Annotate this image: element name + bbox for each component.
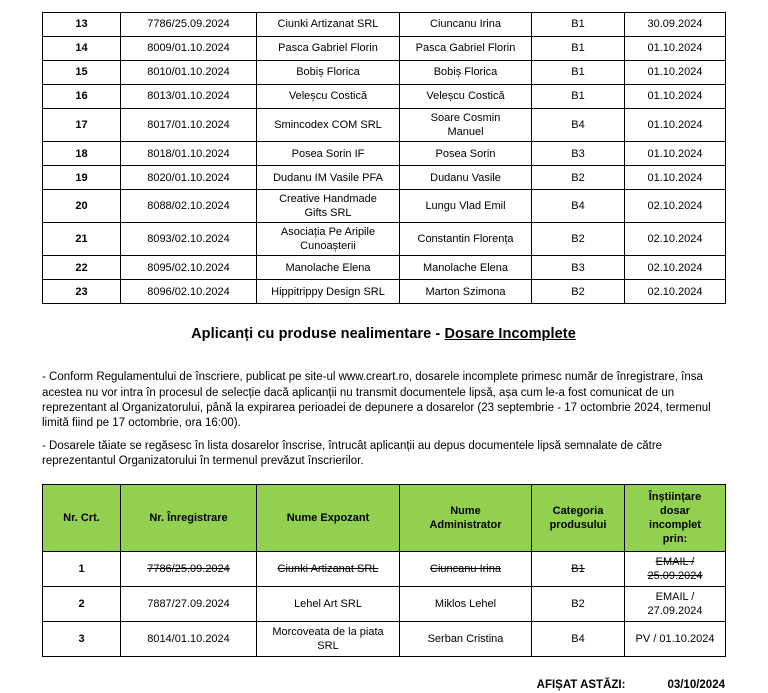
cell-expozant: Morcoveata de la piata SRL [257,622,400,657]
cell-categoria: B2 [532,166,625,190]
cell-nr: 3 [43,622,121,657]
column-header: Înștiințare dosar incomplet prin: [625,485,726,552]
cell-expozant: Dudanu IM Vasile PFA [257,166,400,190]
posted-today-date: 03/10/2024 [667,679,725,692]
posted-today-label: AFIȘAT ASTĂZI: [536,679,626,692]
cell-data: 02.10.2024 [625,223,726,256]
section-title [42,326,725,342]
cell-administrator: Ciuncanu Irina [400,13,532,37]
cell-administrator: Miklos Lehel [400,587,532,622]
cell-inregistrare: 8020/01.10.2024 [121,166,257,190]
cell-administrator: Lungu Vlad Emil [400,190,532,223]
cell-instiintare: PV / 01.10.2024 [625,622,726,657]
registered-applicants-table-body [43,13,726,304]
cell-inregistrare: 8096/02.10.2024 [121,280,257,304]
cell-nr: 21 [43,223,121,256]
cell-categoria: B4 [532,109,625,142]
paragraph-struck-files: - Dosarele tăiate se regăsesc în lista dosarelor înscrise, întrucât aplicanții au depus documentele lipsă semnalate de către reprezentantul Organizatorului în termenul prevăzut înscrierilor. [42,439,663,467]
column-header: Categoria produsului [532,485,625,552]
cell-administrator: Serban Cristina [400,622,532,657]
cell-data: 30.09.2024 [625,13,726,37]
cell-inregistrare: 8013/01.10.2024 [121,85,257,109]
cell-administrator: Manolache Elena [400,256,532,280]
cell-expozant: Veleșcu Costică [257,85,400,109]
cell-categoria: B4 [532,622,625,657]
cell-categoria: B3 [532,142,625,166]
cell-inregistrare: 8095/02.10.2024 [121,256,257,280]
cell-data: 01.10.2024 [625,85,726,109]
cell-inregistrare: 8010/01.10.2024 [121,61,257,85]
cell-expozant: Hippitrippy Design SRL [257,280,400,304]
cell-categoria: B4 [532,190,625,223]
cell-expozant: Manolache Elena [257,256,400,280]
cell-expozant: Bobiș Florica [257,61,400,85]
table-row [43,256,726,280]
cell-administrator: Soare Cosmin Manuel [400,109,532,142]
incomplete-dossiers-table [42,484,726,657]
cell-expozant: Ciunki Artizanat SRL [257,13,400,37]
cell-administrator: Dudanu Vasile [400,166,532,190]
cell-nr: 16 [43,85,121,109]
cell-expozant: Creative Handmade Gifts SRL [257,190,400,223]
cell-data: 01.10.2024 [625,61,726,85]
cell-categoria: B1 [532,85,625,109]
cell-inregistrare: 8093/02.10.2024 [121,223,257,256]
cell-expozant: Asociația Pe Aripile Cunoașterii [257,223,400,256]
table-row [43,166,726,190]
section-title-prefix: Aplicanți cu produse nealimentare - [191,326,445,343]
cell-categoria: B1 [532,13,625,37]
incomplete-dossiers-table-body [43,552,726,657]
footer [42,679,725,691]
cell-nr: 19 [43,166,121,190]
column-header: Nume Expozant [257,485,400,552]
table-row [43,85,726,109]
section-title-underlined: Dosare Incomplete [444,326,576,343]
cell-administrator: Bobiș Florica [400,61,532,85]
cell-instiintare: EMAIL / 27.09.2024 [625,587,726,622]
cell-categoria: B2 [532,280,625,304]
cell-nr: 13 [43,13,121,37]
cell-expozant: Ciunki Artizanat SRL [257,552,400,587]
cell-data: 01.10.2024 [625,142,726,166]
cell-administrator: Pasca Gabriel Florin [400,37,532,61]
table-row [43,622,726,657]
cell-inregistrare: 7887/27.09.2024 [121,587,257,622]
incomplete-dossiers-header-row [43,485,726,552]
table-row [43,190,726,223]
cell-nr: 14 [43,37,121,61]
cell-data: 02.10.2024 [625,256,726,280]
cell-data: 01.10.2024 [625,109,726,142]
table-row [43,37,726,61]
cell-expozant: Smincodex COM SRL [257,109,400,142]
cell-nr: 2 [43,587,121,622]
table-row [43,109,726,142]
table-row [43,142,726,166]
cell-nr: 20 [43,190,121,223]
cell-categoria: B1 [532,552,625,587]
cell-expozant: Lehel Art SRL [257,587,400,622]
cell-expozant: Pasca Gabriel Florin [257,37,400,61]
cell-inregistrare: 7786/25.09.2024 [121,552,257,587]
cell-data: 02.10.2024 [625,280,726,304]
table-row [43,280,726,304]
cell-inregistrare: 7786/25.09.2024 [121,13,257,37]
cell-nr: 22 [43,256,121,280]
paragraph-regulation: - Conform Regulamentului de înscriere, publicat pe site-ul www.creart.ro, dosarele incomplete primesc număr de înregistrare, însa acestea nu vor intra în procesul de selecție dacă aplicanții nu transmit documentele lipsă, așa cum le-a fost comunicat de un reprezentant al Organizatorului, până la expirarea perioadei de depunere a dosarelor (23 septembrie - 17 octombrie 2024, termenul limită fiind pe 17 octombrie, ora 16:00). [42,371,711,430]
cell-administrator: Ciuncanu Irina [400,552,532,587]
column-header: Nr. Înregistrare [121,485,257,552]
cell-administrator: Veleșcu Costică [400,85,532,109]
cell-inregistrare: 8014/01.10.2024 [121,622,257,657]
cell-nr: 1 [43,552,121,587]
table-row [43,61,726,85]
cell-expozant: Posea Sorin IF [257,142,400,166]
cell-categoria: B2 [532,587,625,622]
cell-categoria: B2 [532,223,625,256]
cell-nr: 15 [43,61,121,85]
cell-categoria: B1 [532,37,625,61]
cell-data: 01.10.2024 [625,166,726,190]
table-row [43,223,726,256]
table-row [43,552,726,587]
cell-inregistrare: 8009/01.10.2024 [121,37,257,61]
cell-nr: 18 [43,142,121,166]
column-header: Nr. Crt. [43,485,121,552]
cell-data: 02.10.2024 [625,190,726,223]
document-content [42,12,725,691]
cell-inregistrare: 8018/01.10.2024 [121,142,257,166]
cell-categoria: B1 [532,61,625,85]
cell-administrator: Posea Sorin [400,142,532,166]
cell-administrator: Constantin Florența [400,223,532,256]
column-header: Nume Administrator [400,485,532,552]
table-row [43,13,726,37]
cell-inregistrare: 8088/02.10.2024 [121,190,257,223]
cell-data: 01.10.2024 [625,37,726,61]
cell-nr: 17 [43,109,121,142]
cell-categoria: B3 [532,256,625,280]
cell-instiintare: EMAIL / 25.09.2024 [625,552,726,587]
registered-applicants-table [42,12,726,304]
cell-inregistrare: 8017/01.10.2024 [121,109,257,142]
cell-administrator: Marton Szimona [400,280,532,304]
cell-nr: 23 [43,280,121,304]
table-row [43,587,726,622]
